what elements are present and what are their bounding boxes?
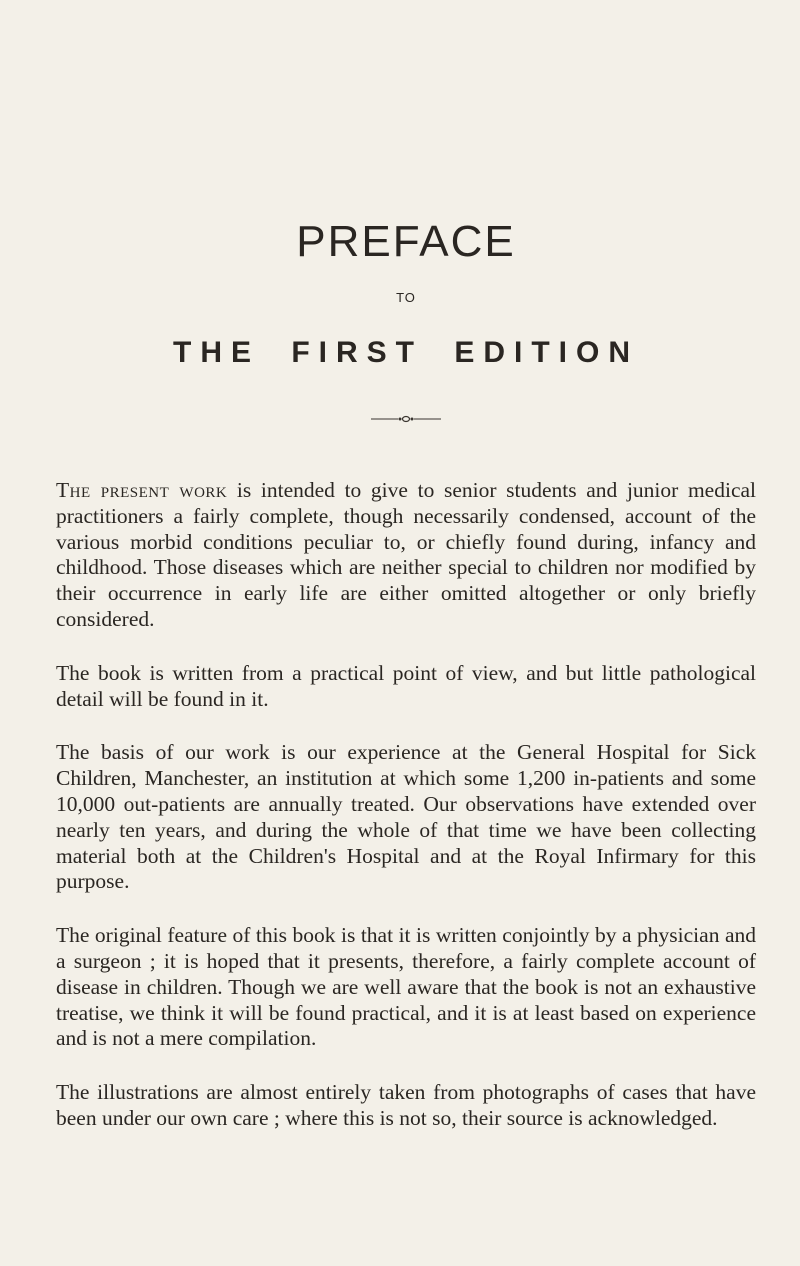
paragraph-3: The basis of our work is our experience at the General Hospital for Sick Children, Manchester, an institution at which some 1,200 in-patients and some 10,000 out-patients are annually treated. Our observations have extended over nearly ten years, and during the whole of that time we have been collecting material both at the Children's Hospital and at the Royal Infirmary for this purpose. xyxy=(56,740,756,894)
page-title: PREFACE xyxy=(296,217,516,266)
paragraph-lead-in: The present work xyxy=(56,478,228,502)
paragraph-4: The original feature of this book is that it is written conjointly by a physician and a surgeon ; it is hoped that it presents, therefore, a fairly complete account of disease in children. Though we are well aware that the book is not an exhaustive treatise, we think it will be found practical, and it is at least based on experience and is not a mere compilation. xyxy=(56,923,756,1051)
paragraph-5: The illustrations are almost entirely taken from photographs of cases that have been under our own care ; where this is not so, their source is acknowledged. xyxy=(56,1080,756,1130)
paragraph-1 xyxy=(56,478,756,633)
paragraph-1-text: is intended to give to senior students and junior medical practitioners a fairly complete, though necessarily condensed, account of the various morbid conditions peculiar to, or chiefly found during, infancy and childhood. Those diseases which are neither special to children nor modified by their occurrence in early life are either omitted altogether or only briefly considered. xyxy=(56,478,756,631)
title-connector: TO xyxy=(396,290,416,305)
page-subtitle: THE FIRST EDITION xyxy=(173,336,639,369)
paragraph-2: The book is written from a practical point of view, and but little pathological detail will be found in it. xyxy=(56,660,756,711)
book-page xyxy=(56,0,756,1266)
ornament-divider-icon xyxy=(371,414,441,424)
preface-body xyxy=(56,478,756,1160)
